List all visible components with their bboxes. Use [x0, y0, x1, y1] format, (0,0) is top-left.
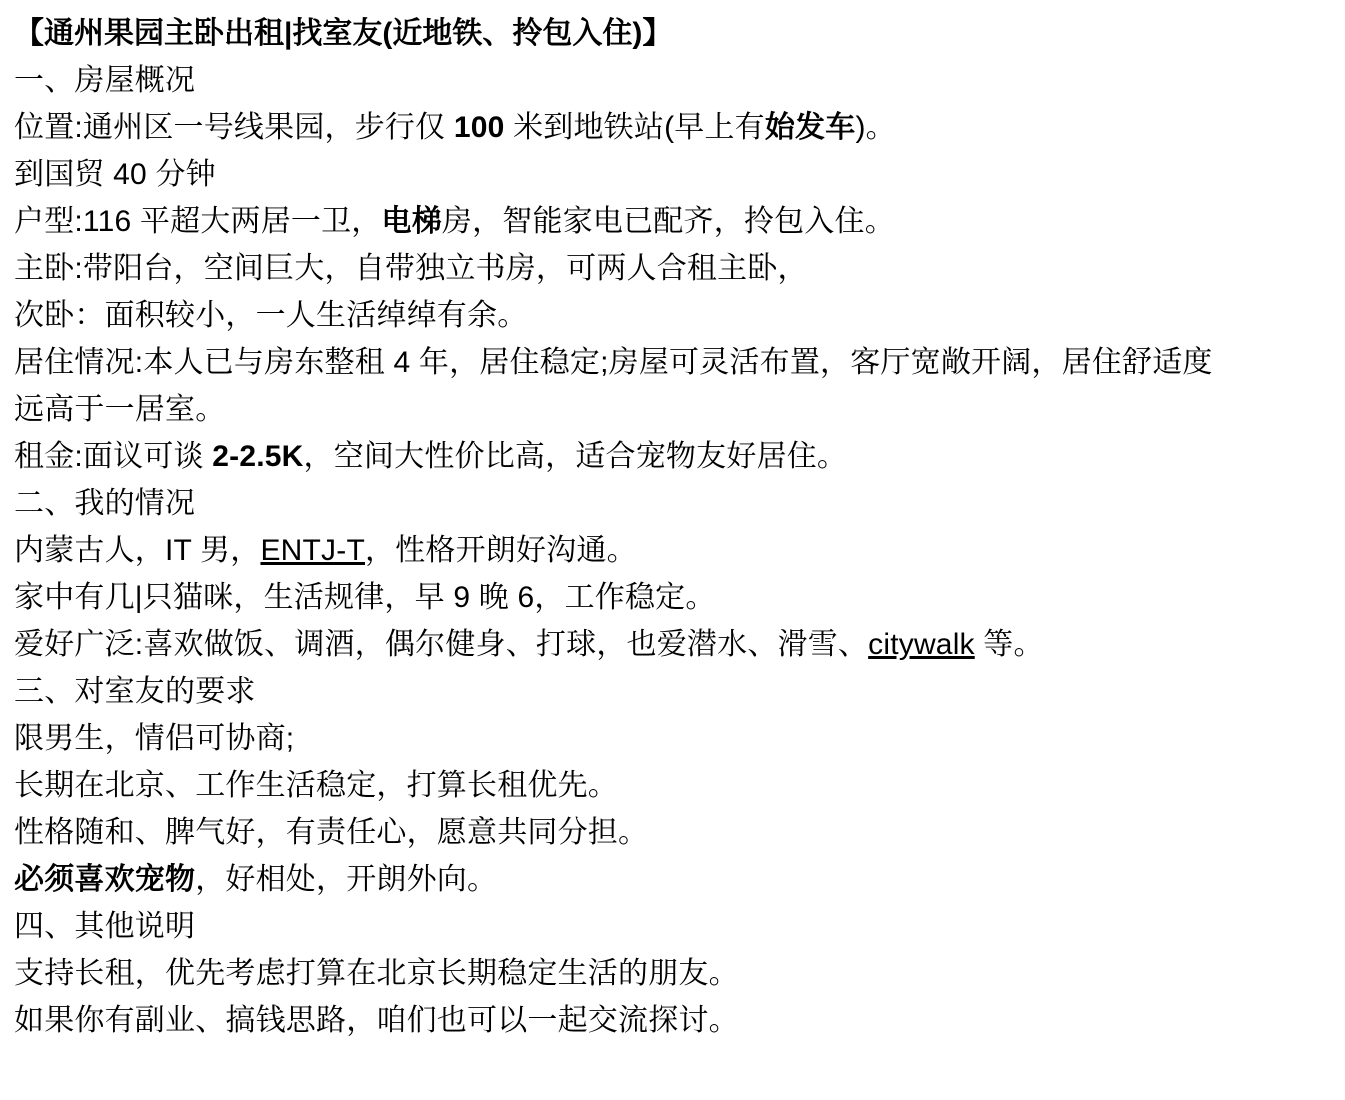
text-run: ENTJ-T	[260, 534, 365, 567]
text-run: 租金:面议可谈	[14, 440, 213, 473]
text-run: )。	[855, 111, 896, 144]
text-run: citywalk	[868, 628, 975, 661]
section-heading: 二、我的情况	[14, 487, 196, 520]
text-run: 米到地铁站(早上有	[504, 111, 765, 144]
paragraph-line	[14, 715, 1331, 762]
text-run: 户型:116 平超大两居一卫，	[14, 205, 382, 238]
paragraph-line	[14, 574, 1331, 621]
paragraph-line	[14, 104, 1331, 151]
text-run: 远高于一居室。	[14, 393, 226, 426]
paragraph-line	[14, 433, 1331, 480]
paragraph-line	[14, 198, 1331, 245]
section-heading: 三、对室友的要求	[14, 675, 256, 708]
text-run: 主卧:带阳台，空间巨大，自带独立书房，可两人合租主卧，	[14, 252, 808, 285]
text-run: 到国贸 40 分钟	[14, 158, 216, 191]
paragraph-line	[14, 151, 1331, 198]
text-run: 内蒙古人，IT 男，	[14, 534, 261, 567]
paragraph-line	[14, 621, 1331, 668]
text-run: 房，智能家电已配齐，拎包入住。	[441, 205, 895, 238]
text-run: 性格随和、脾气好，有责任心，愿意共同分担。	[14, 816, 649, 849]
text-run: 等。	[974, 628, 1044, 661]
document-body	[14, 57, 1331, 1044]
paragraph-line	[14, 762, 1331, 809]
paragraph-line	[14, 527, 1331, 574]
section-heading: 四、其他说明	[14, 910, 196, 943]
text-run: 如果你有副业、搞钱思路，咱们也可以一起交流探讨。	[14, 1004, 739, 1037]
text-run: 爱好广泛:喜欢做饭、调酒，偶尔健身、打球，也爱潜水、滑雪、	[14, 628, 869, 661]
paragraph-line	[14, 339, 1331, 386]
text-run: 限男生，情侣可协商;	[14, 722, 295, 755]
text-run: ，性格开朗好沟通。	[364, 534, 637, 567]
paragraph-line	[14, 856, 1331, 903]
text-run: 居住情况:本人已与房东整租 4 年，居住稳定;房屋可灵活布置，客厅宽敞开阔，居住舒适度	[14, 346, 1213, 379]
paragraph-line	[14, 997, 1331, 1044]
paragraph-line	[14, 809, 1331, 856]
section-heading: 一、房屋概况	[14, 64, 196, 97]
paragraph-line	[14, 292, 1331, 339]
paragraph-line	[14, 386, 1331, 433]
text-run: 100	[453, 111, 505, 144]
page-title: 【通州果园主卧出租|找室友(近地铁、拎包入住)】	[14, 17, 673, 50]
text-run: 必须喜欢宠物	[14, 863, 196, 896]
text-run: 位置:通州区一号线果园，步行仅	[14, 111, 454, 144]
text-run: ，空间大性价比高，适合宠物友好居住。	[303, 440, 848, 473]
text-run: 2-2.5K	[212, 440, 304, 473]
text-run: 电梯	[381, 205, 442, 238]
text-run: ，好相处，开朗外向。	[195, 863, 498, 896]
text-run: 始发车	[764, 111, 856, 144]
paragraph-line	[14, 950, 1331, 997]
text-run: 支持长租，优先考虑打算在北京长期稳定生活的朋友。	[14, 957, 739, 990]
text-run: 长期在北京、工作生活稳定，打算长租优先。	[14, 769, 618, 802]
text-run: 次卧：面积较小，一人生活绰绰有余。	[14, 299, 528, 332]
paragraph-line	[14, 245, 1331, 292]
text-run: 家中有几|只猫咪，生活规律，早 9 晚 6，工作稳定。	[14, 581, 716, 614]
